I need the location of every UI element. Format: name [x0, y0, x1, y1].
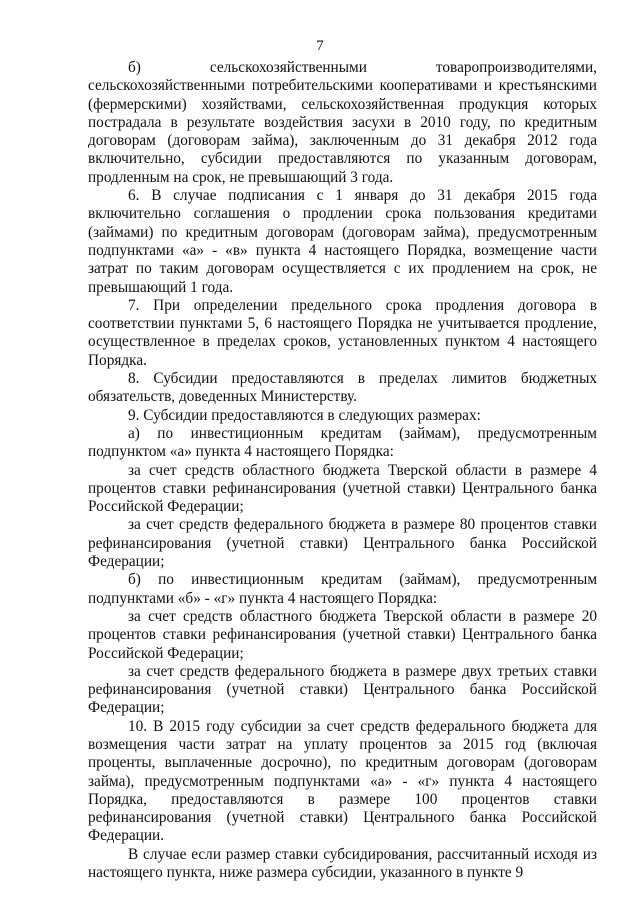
paragraph-10: 10. В 2015 году субсидии за счет средств федерального бюджета для возмещения части затрат на уплату процентов за 2015 год (включая проценты, выплаченные досрочно), по кредитным договорам (договорам займа), предусмотренным подпунктами «а» - «г» пункта 4 настоящего Порядка, предоставляются в размере 100 процентов ставки рефинансирования (учетной ставки) Центрального банка Российской Федерации. [88, 717, 597, 845]
paragraph-9b-federal-budget: за счет средств федерального бюджета в размере двух третьих ставки рефинансирования (учетной ставки) Центрального банка Российской Федерации; [88, 662, 597, 717]
paragraph-9: 9. Субсидии предоставляются в следующих размерах: [128, 406, 481, 424]
paragraph-9-subpoint-a: а) по инвестиционным кредитам (займам), предусмотренным подпунктом «а» пункта 4 настоящего Порядка: [88, 424, 597, 461]
page-number: 7 [316, 38, 324, 54]
paragraph-10-continuation: В случае если размер ставки субсидирования, рассчитанный исходя из настоящего пункта, ниже размера субсидии, указанного в пункте 9 [88, 845, 597, 882]
paragraph-6: 6. В случае подписания с 1 января до 31 декабря 2015 года включительно соглашения о продлении срока пользования кредитами (займами) по кредитным договорам (договорам займа), предусмотренным подпунктами «а» - «в» пункта 4 настоящего Порядка, возмещение части затрат по таким договорам осуществляется с их продлением на срок, не превышающий 1 года. [88, 187, 597, 296]
paragraph-7: 7. При определении предельного срока продления договора в соответствии пунктами 5, 6 настоящего Порядка не учитывается продление, осуществленное в пределах сроков, установленных пунктом 4 настоящего Порядка. [88, 296, 597, 369]
paragraph-8: 8. Субсидии предоставляются в пределах лимитов бюджетных обязательств, доведенных Министерству. [88, 370, 597, 406]
paragraph-9a-federal-budget: за счет средств федерального бюджета в размере 80 процентов ставки рефинансирования (учетной ставки) Центрального банка Российской Федерации; [88, 516, 597, 571]
paragraph-9b-regional-budget: за счет средств областного бюджета Тверской области в размере 20 процентов ставки рефинансирования (учетной ставки) Центрального банка Российской Федерации; [88, 607, 597, 662]
paragraph-9-subpoint-b: б) по инвестиционным кредитам (займам), предусмотренным подпунктами «б» - «г» пункта 4 настоящего Порядка: [88, 571, 597, 607]
paragraph-9a-regional-budget: за счет средств областного бюджета Тверской области в размере 4 процентов ставки рефинансирования (учетной ставки) Центрального банка Российской Федерации; [88, 461, 597, 516]
paragraph-subpoint-b: б) сельскохозяйственными товаропроизводителями, сельскохозяйственными потребительскими кооперативами и крестьянскими (фермерскими) хозяйствами, сельскохозяйственная продукция которых пострадала в результате воздействия засухи в 2010 году, по кредитным договорам (договорам займа), заключенным до 31 декабря 2012 года включительно, субсидии предоставляются по указанным договорам, продленным на срок, не превышающий 3 года. [88, 59, 597, 186]
document-body [88, 59, 597, 882]
